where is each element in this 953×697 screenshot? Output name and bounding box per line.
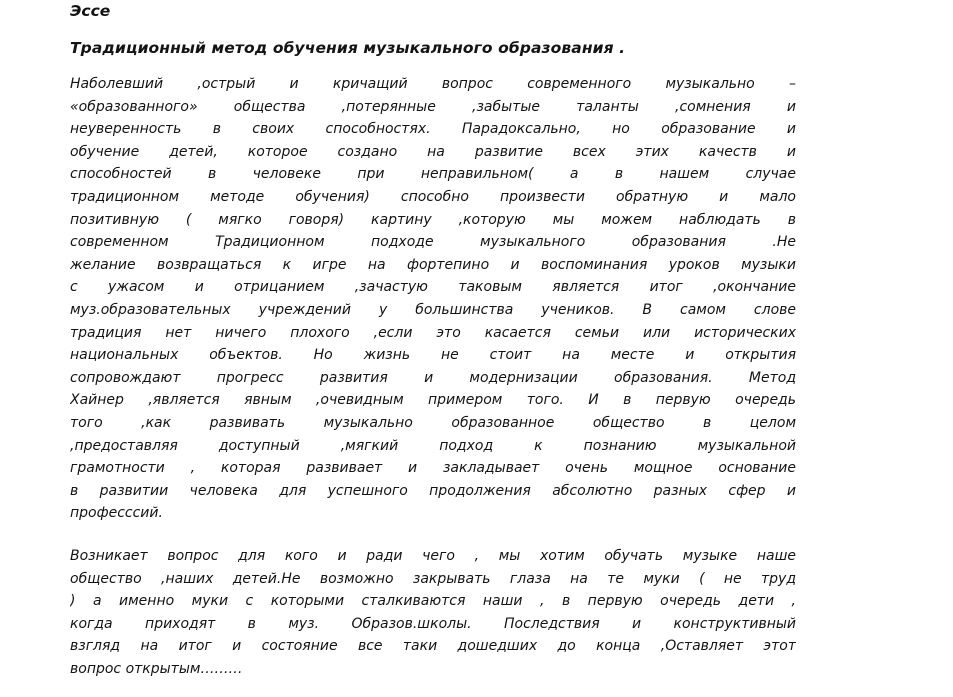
text-line: професссий. xyxy=(70,505,163,522)
text-line: с ужасом и отрицанием ,зачастую таковым является итог ,окончание xyxy=(70,279,796,296)
text-line: ) а именно муки с которыми сталкиваются наши , в первую очередь дети , xyxy=(70,593,796,610)
text-line: когда приходят в муз. Образов.школы. Последствия и конструктивный xyxy=(70,615,796,632)
paragraph-1 xyxy=(70,73,796,525)
text-line: Возникает вопрос для кого и ради чего , мы хотим обучать музыке наше xyxy=(70,548,796,564)
text-line: неуверенность в своих способностях. Парадоксально, но образование и xyxy=(70,121,796,138)
text-line: позитивную ( мягко говоря) картину ,которую мы можем наблюдать в xyxy=(70,211,796,228)
text-line: вопрос открытым……… xyxy=(70,660,243,677)
text-line: способностей в человеке при неправильном( а в нашем случае xyxy=(70,166,796,183)
text-line: взгляд на итог и состояние все таки дошедших до конца ,Оставляет этот xyxy=(70,638,796,655)
essay-title: Традиционный метод обучения музыкального образования . xyxy=(70,39,626,57)
text-line: традиционном методе обучения) способно произвести обратную и мало xyxy=(70,188,796,205)
text-line: национальных объектов. Но жизнь не стоит на месте и открытия xyxy=(70,347,796,364)
text-line: ,предоставляя доступный ,мягкий подход к познанию музыкальной xyxy=(70,437,796,454)
text-line: Наболевший ,острый и кричащий вопрос современного музыкально – xyxy=(70,76,796,92)
text-line: муз.образовательных учреждений у большинства учеников. В самом слове xyxy=(70,301,796,318)
text-line: обучение детей, которое создано на развитие всех этих качеств и xyxy=(70,143,796,160)
text-line: традиция нет ничего плохого ,если это касается семьи или исторических xyxy=(70,324,796,341)
text-line: современном Традиционном подходе музыкального образования .Не xyxy=(70,234,796,251)
text-line: грамотности , которая развивает и закладывает очень мощное основание xyxy=(70,460,796,477)
text-line: того ,как развивать музыкально образованное общество в целом xyxy=(70,414,796,431)
paragraph-2 xyxy=(70,545,796,681)
text-line: желание возвращаться к игре на фортепино и воспоминания уроков музыки xyxy=(70,256,796,273)
essay-heading: Эссе xyxy=(70,2,111,20)
text-line: сопровождают прогресс развития и модернизации образования. Метод xyxy=(70,369,796,386)
text-line: Хайнер ,является явным ,очевидным примером того. И в первую очередь xyxy=(70,392,796,409)
text-line: общество ,наших детей.Не возможно закрывать глаза на те муки ( не труд xyxy=(70,570,796,587)
text-line: в развитии человека для успешного продолжения абсолютно разных сфер и xyxy=(70,482,796,499)
text-line: «образованного» общества ,потерянные ,забытые таланты ,сомнения и xyxy=(70,98,796,115)
